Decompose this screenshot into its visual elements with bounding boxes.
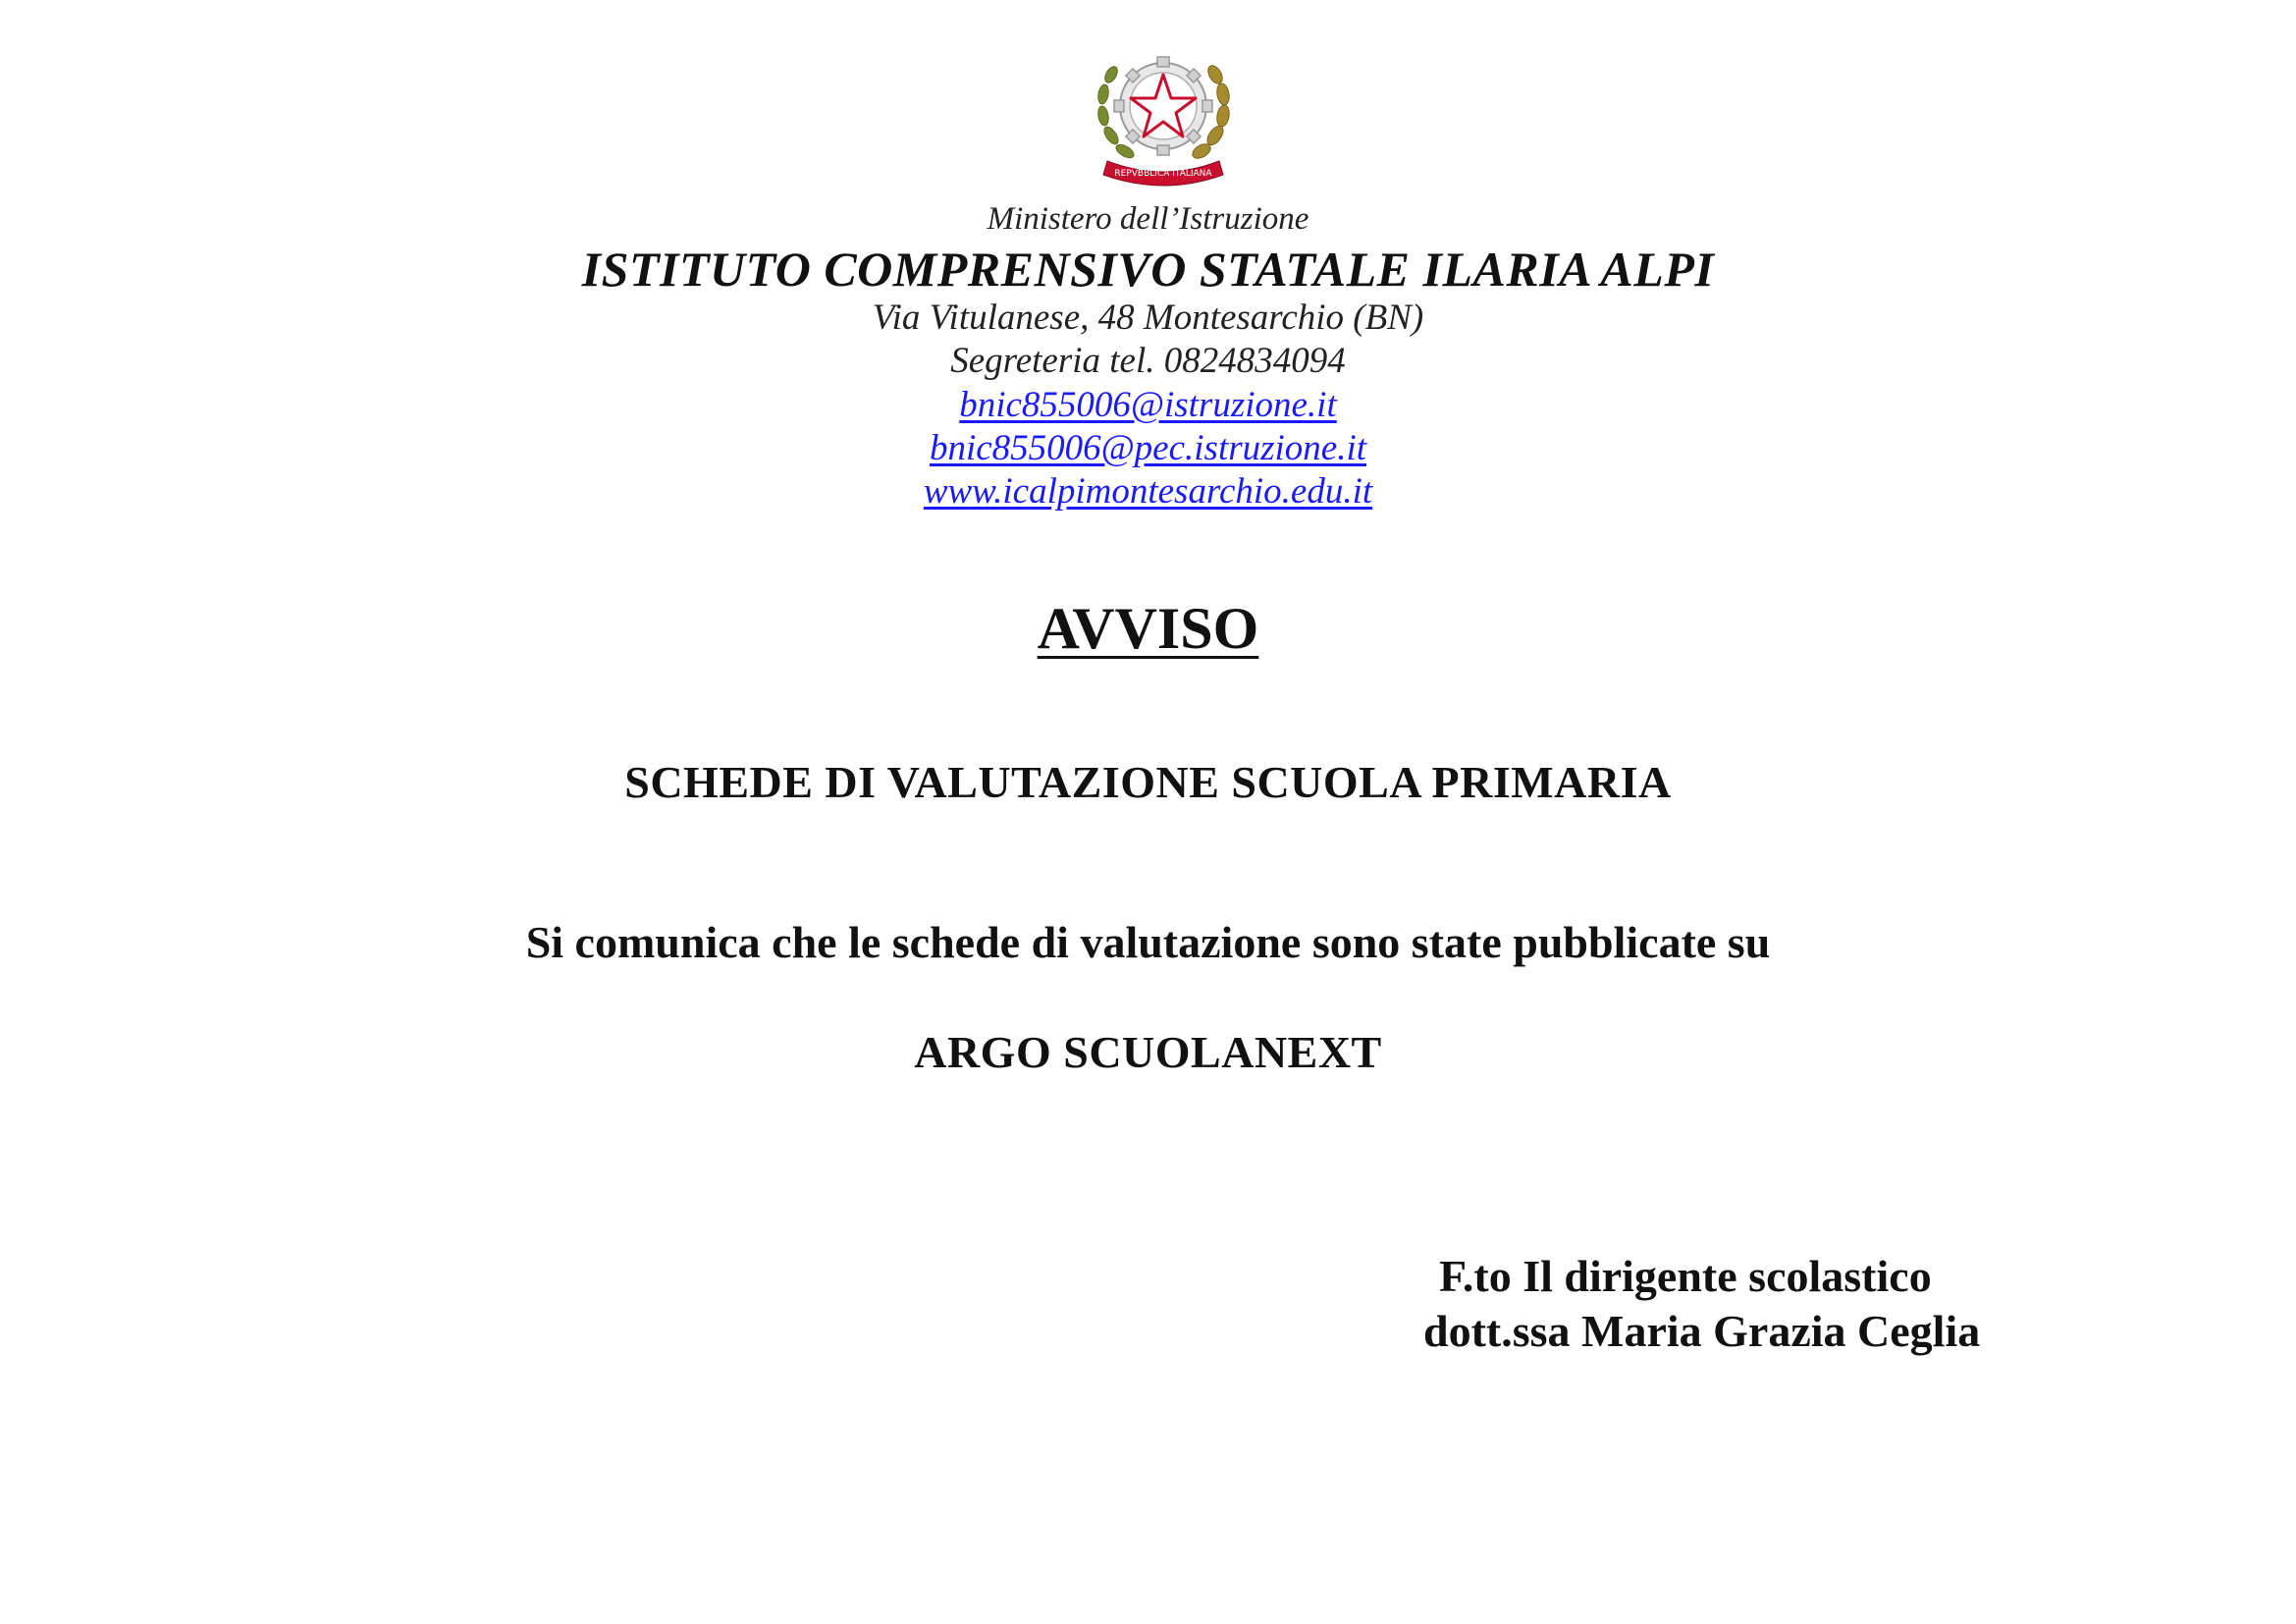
signature-name: dott.ssa Maria Grazia Ceglia — [1423, 1306, 1981, 1356]
notice-subject: SCHEDE DI VALUTAZIONE SCUOLA PRIMARIA — [624, 757, 1672, 807]
email-line — [0, 384, 2296, 426]
signature-role: F.to Il dirigente scolastico — [1439, 1251, 1932, 1301]
email-link[interactable]: bnic855006@istruzione.it — [959, 385, 1337, 425]
school-phone: Segreteria tel. 0824834094 — [950, 341, 1346, 381]
ministry-name: Ministero dell’Istruzione — [987, 201, 1309, 237]
notice-title: AVVISO — [1037, 596, 1259, 661]
notice-platform: ARGO SCUOLANEXT — [914, 1027, 1382, 1077]
school-address: Via Vitulanese, 48 Montesarchio (BN) — [872, 298, 1424, 338]
school-name: ISTITUTO COMPRENSIVO STATALE ILARIA ALPI — [581, 242, 1715, 297]
signature-block — [1423, 1249, 2110, 1359]
pec-line — [0, 427, 2296, 469]
website-link[interactable]: www.icalpimontesarchio.edu.it — [923, 471, 1373, 512]
notice-body: Si comunica che le schede di valutazione sono state pubblicate su — [525, 917, 1771, 967]
emblem-ribbon-text: REPVBBLICA ITALIANA — [1114, 169, 1212, 179]
pec-email-link[interactable]: bnic855006@pec.istruzione.it — [929, 428, 1367, 468]
website-line — [0, 470, 2296, 513]
repubblica-italiana-emblem-icon — [1090, 35, 1237, 189]
